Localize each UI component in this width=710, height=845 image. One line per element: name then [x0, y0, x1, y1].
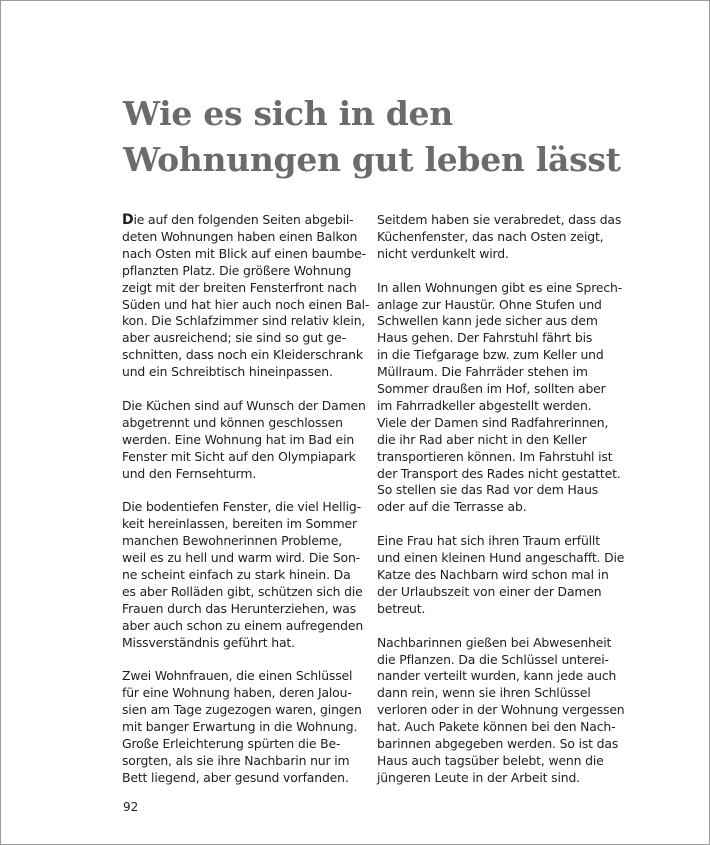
text-line: es aber Rolläden gibt, schützen sich die — [122, 583, 363, 599]
text-line: In allen Wohnungen gibt es eine Sprech- — [377, 279, 623, 295]
text-line: der Urlaubszeit von einer der Damen — [377, 583, 602, 599]
text-line: dann rein, wenn sie ihren Schlüssel — [377, 685, 591, 701]
text-line: und einen kleinen Hund angeschafft. Die — [377, 550, 625, 566]
page-number: 92 — [123, 800, 139, 814]
text-line: Missverständnis geführt hat. — [122, 634, 295, 650]
text-line: sorgten, als sie ihre Nachbarin nur im — [122, 752, 350, 768]
text-line: im Fahrradkeller abgestellt werden. — [377, 397, 592, 413]
text-line: in die Tiefgarage bzw. zum Keller und — [377, 347, 604, 363]
text-line: manchen Bewohnerinnen Probleme, — [122, 533, 342, 549]
text-line: aber auch schon zu einem aufregenden — [122, 617, 364, 633]
text-line: sien am Tage zugezogen waren, gingen — [122, 702, 362, 718]
text-line: Haus gehen. Der Fahrstuhl fährt bis — [377, 330, 593, 346]
text-line: jüngeren Leute in der Arbeit sind. — [377, 769, 580, 785]
text-line-rest: ie auf den folgenden Seiten abgebil- — [133, 212, 354, 227]
text-line: Sommer draußen im Hof, sollten aber — [377, 381, 606, 397]
text-line: zeigt mit der breiten Fensterfront nach — [122, 279, 357, 295]
text-line: nander verteilt wurden, kann jede auch — [377, 668, 617, 684]
text-line: Eine Frau hat sich ihren Traum erfüllt — [377, 533, 600, 549]
initial-letter: D — [122, 212, 134, 228]
text-line: die Pflanzen. Da die Schlüssel unterei- — [377, 651, 609, 667]
text-line: schnitten, dass noch ein Kleiderschrank — [122, 347, 363, 363]
text-line: Küchenfenster, das nach Osten zeigt, — [377, 228, 604, 244]
text-line: und ein Schreibtisch hineinpassen. — [122, 364, 333, 380]
text-line: werden. Eine Wohnung hat im Bad ein — [122, 431, 355, 447]
text-line: Haus auch tagsüber belebt, wenn die — [377, 752, 604, 768]
text-line: Frauen durch das Herunterziehen, was — [122, 600, 357, 616]
text-line: betreut. — [377, 600, 426, 616]
text-line: Süden und hat hier auch noch einen Bal- — [122, 296, 370, 312]
text-line: für eine Wohnung haben, deren Jalou- — [122, 685, 352, 701]
paragraph — [122, 499, 362, 651]
text-column-left — [122, 212, 370, 804]
paragraph — [122, 212, 370, 381]
text-line: Die bodentiefen Fenster, die viel Hellig- — [122, 499, 361, 515]
text-line: pflanzten Platz. Die größere Wohnung — [122, 262, 352, 278]
text-line: weil es zu hell und warm wird. Die Son- — [122, 550, 360, 566]
text-line: verloren oder in der Wohnung vergessen — [377, 702, 625, 718]
text-line: Große Erleichterung spürten die Be- — [122, 736, 341, 752]
text-line: der Transport des Rades nicht gestattet. — [377, 465, 621, 481]
text-line: transportieren können. Im Fahrstuhl ist — [377, 448, 613, 464]
text-line: Die Küchen sind auf Wunsch der Damen — [122, 397, 366, 413]
text-line: barinnen abgegeben werden. So ist das — [377, 736, 619, 752]
text-line: Fenster mit Sicht auf den Olympiapark — [122, 448, 356, 464]
text-line: Schwellen kann jede sicher aus dem — [377, 313, 598, 329]
paragraph — [377, 533, 625, 618]
text-line: Zwei Wohnfrauen, die einen Schlüssel — [122, 668, 353, 684]
text-column-right — [377, 212, 625, 804]
text-line: und den Fernsehturm. — [122, 465, 257, 481]
text-line: Seitdem haben sie verabredet, dass das — [377, 212, 622, 227]
title-line: Wohnungen gut leben lässt — [123, 140, 621, 179]
text-line: mit banger Erwartung in die Wohnung. — [122, 719, 358, 735]
paragraph — [377, 279, 623, 517]
text-line: Viele der Damen sind Radfahrerinnen, — [377, 414, 609, 430]
title-line: Wie es sich in den — [123, 94, 453, 133]
paragraph — [122, 668, 362, 786]
page-title — [123, 91, 621, 183]
text-line: keit hereinlassen, bereiten im Sommer — [122, 516, 357, 532]
paragraph — [377, 212, 622, 263]
text-line: Müllraum. Die Fahrräder stehen im — [377, 364, 588, 380]
paragraph — [377, 634, 625, 787]
text-line: aber ausreichend; sie sind so gut ge- — [122, 330, 346, 346]
text-line: oder auf die Terrasse ab. — [377, 499, 527, 515]
text-line — [122, 212, 362, 229]
text-line: deten Wohnungen haben einen Balkon — [122, 228, 358, 244]
text-line: So stellen sie das Rad vor dem Haus — [377, 482, 599, 498]
text-line: anlage zur Haustür. Ohne Stufen und — [377, 296, 602, 312]
text-line: hat. Auch Pakete können bei den Nach- — [377, 719, 616, 735]
text-line: ne scheint einfach zu stark hinein. Da — [122, 567, 351, 582]
text-line: Katze des Nachbarn wird schon mal in — [377, 567, 609, 582]
text-line: nicht verdunkelt wird. — [377, 245, 509, 261]
text-line: Nachbarinnen gießen bei Abwesenheit — [377, 634, 612, 650]
paragraph — [122, 397, 366, 483]
text-line: abgetrennt und können geschlossen — [122, 414, 343, 430]
text-line: kon. Die Schlafzimmer sind relativ klein, — [122, 313, 366, 329]
text-line: Bett liegend, aber gesund vorfanden. — [122, 769, 349, 785]
text-line: die ihr Rad aber nicht in den Keller — [377, 431, 587, 447]
text-line: nach Osten mit Blick auf einen baumbe- — [122, 245, 366, 261]
